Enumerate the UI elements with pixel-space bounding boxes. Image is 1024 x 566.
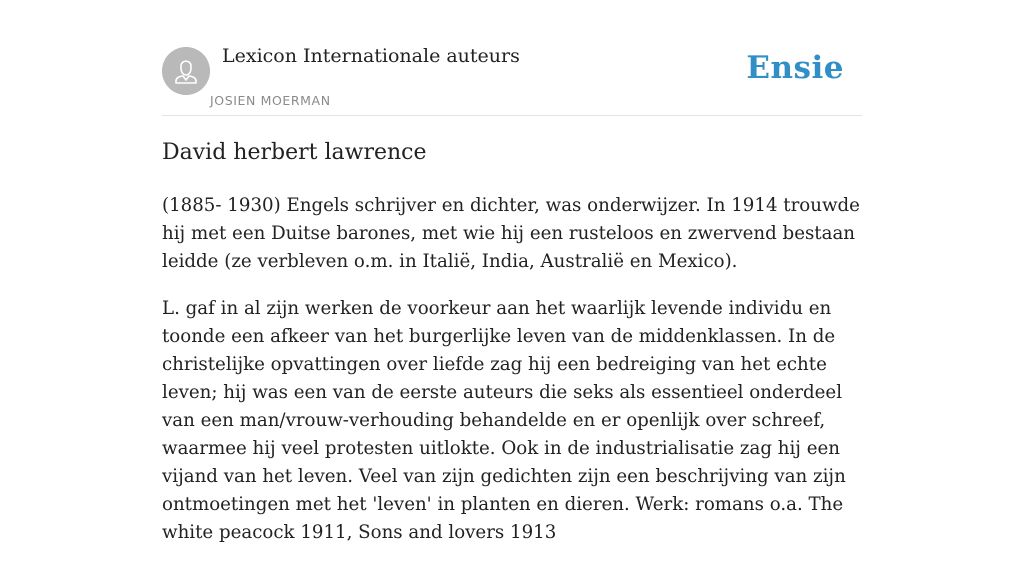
author-name[interactable]: JOSIEN MOERMAN (210, 93, 331, 108)
page (162, 0, 862, 543)
book-title[interactable]: Lexicon Internationale auteurs (222, 45, 520, 67)
article-paragraph: (1885- 1930) Engels schrijver en dichter, was onderwijzer. In 1914 trouwde hij met een Duitse barones, met wie hij een rusteloos en zwervend bestaan leidde (ze verbleven o.m. in Italië, India, Australië en Mexico). (162, 195, 860, 272)
header (162, 0, 862, 116)
user-avatar-icon[interactable] (162, 47, 210, 95)
article-body (162, 192, 862, 566)
ensie-logo[interactable]: Ensie (746, 50, 844, 86)
article-paragraph: L. gaf in al zijn werken de voorkeur aan het waarlijk levende individu en toonde een afkeer van het burgerlijke leven van de middenklassen. In de christelijke opvattingen over liefde zag hij een bedreiging van het echte leven; hij was een van de eerste auteurs die seks als essentieel onderdeel van een man/vrouw-verhouding behandelde en er openlijk over schreef, waarmee hij veel protesten uitlokte. Ook in de industrialisatie zag hij een vijand van het leven. Veel van zijn gedichten zijn een beschrijving van zijn ontmoetingen met het 'leven' in planten en dieren. Werk: romans o.a. The white peacock 1911, Sons and lovers 1913 (162, 298, 846, 543)
article-title: David herbert lawrence (162, 140, 427, 165)
